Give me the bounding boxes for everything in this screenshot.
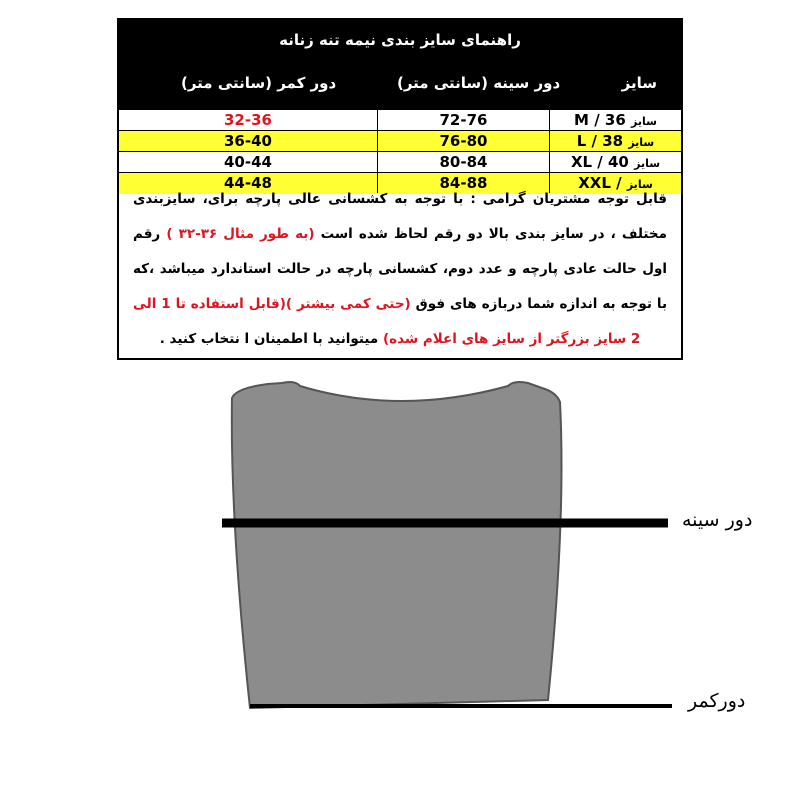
size-cell: سایز L / 38 bbox=[549, 131, 681, 151]
waist-cell: 44-48 bbox=[224, 174, 272, 192]
chart-title: راهنمای سایز بندی نیمه تنه زنانه bbox=[119, 20, 681, 60]
chest-cell: 80-84 bbox=[377, 152, 549, 172]
size-cell: سایز XXL / bbox=[549, 173, 681, 193]
note-range: (حتی کمی بیشتر )(قابل استفاده تا 1 الی 2 سایز بزرگتر از سایز های اعلام شده) bbox=[133, 296, 641, 347]
garment-body bbox=[232, 382, 562, 708]
waist-cell: 32-36 bbox=[224, 111, 272, 129]
size-cell: سایز M / 36 bbox=[549, 110, 681, 130]
waist-label: دورکمر bbox=[688, 690, 746, 712]
note-text-1: قابل توجه مشتریان گرامی : با توجه به کشسانی عالی پارچه برای، سایزبندی مختلف ، در سایز بندی بالا دو رقم لحاظ شده است bbox=[133, 191, 668, 242]
chest-cell: 72-76 bbox=[377, 110, 549, 130]
header-waist: دور کمر (سانتی متر) bbox=[181, 74, 337, 92]
header-chest: دور سینه (سانتی متر) bbox=[397, 74, 561, 92]
size-cell: سایز XL / 40 bbox=[549, 152, 681, 172]
note-example: (به طور مثال ۳۶-۳۲ ) bbox=[166, 226, 315, 242]
chest-cell: 76-80 bbox=[377, 131, 549, 151]
chest-label: دور سینه bbox=[682, 509, 753, 531]
waist-cell: 40-44 bbox=[224, 153, 272, 171]
note-text-2: رقم اول حالت عادی پارچه و عدد دوم، کشسانی پارچه در حالت استاندارد میباشد ،که با توجه به اندازه شما دربازه های فوق bbox=[133, 226, 668, 312]
chest-cell: 84-88 bbox=[377, 173, 549, 193]
header-size: سایز bbox=[621, 74, 657, 92]
note-text-3: میتوانید با اطمینان ا نتخاب کنید . bbox=[159, 331, 379, 347]
waist-cell: 36-40 bbox=[224, 132, 272, 150]
